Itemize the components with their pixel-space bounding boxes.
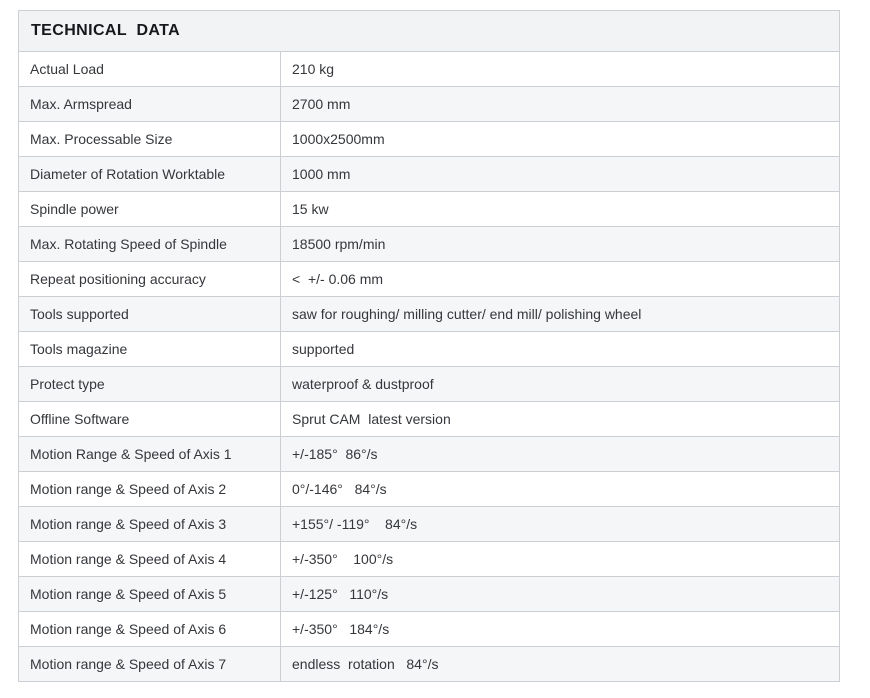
spec-value: 210 kg: [281, 52, 840, 87]
spec-label: Actual Load: [19, 52, 281, 87]
spec-row: [19, 367, 840, 402]
spec-row: [19, 542, 840, 577]
spec-value: +/-125° 110°/s: [281, 577, 840, 612]
spec-label: Offline Software: [19, 402, 281, 437]
spec-row: [19, 332, 840, 367]
spec-value: supported: [281, 332, 840, 367]
spec-row: [19, 227, 840, 262]
technical-data-table: [18, 10, 840, 682]
spec-label: Max. Armspread: [19, 87, 281, 122]
spec-label: Motion range & Speed of Axis 7: [19, 647, 281, 682]
spec-row: [19, 647, 840, 682]
spec-row: [19, 262, 840, 297]
spec-row: [19, 52, 840, 87]
spec-label: Diameter of Rotation Worktable: [19, 157, 281, 192]
spec-label: Motion Range & Speed of Axis 1: [19, 437, 281, 472]
spec-row: [19, 192, 840, 227]
spec-label: Tools magazine: [19, 332, 281, 367]
spec-value: +/-350° 184°/s: [281, 612, 840, 647]
table-title: TECHNICAL DATA: [19, 11, 840, 52]
spec-label: Motion range & Speed of Axis 6: [19, 612, 281, 647]
spec-label: Motion range & Speed of Axis 4: [19, 542, 281, 577]
spec-label: Motion range & Speed of Axis 5: [19, 577, 281, 612]
spec-value: 2700 mm: [281, 87, 840, 122]
spec-value: 1000x2500mm: [281, 122, 840, 157]
spec-value: endless rotation 84°/s: [281, 647, 840, 682]
spec-row: [19, 437, 840, 472]
spec-value: saw for roughing/ milling cutter/ end mill/ polishing wheel: [281, 297, 840, 332]
spec-label: Max. Rotating Speed of Spindle: [19, 227, 281, 262]
spec-value: 1000 mm: [281, 157, 840, 192]
spec-label: Repeat positioning accuracy: [19, 262, 281, 297]
spec-row: [19, 507, 840, 542]
table-header-row: [19, 11, 840, 52]
spec-row: [19, 157, 840, 192]
spec-label: Motion range & Speed of Axis 3: [19, 507, 281, 542]
spec-value: +155°/ -119° 84°/s: [281, 507, 840, 542]
spec-label: Motion range & Speed of Axis 2: [19, 472, 281, 507]
spec-value: 18500 rpm/min: [281, 227, 840, 262]
spec-label: Spindle power: [19, 192, 281, 227]
spec-row: [19, 472, 840, 507]
spec-label: Protect type: [19, 367, 281, 402]
spec-value: < +/- 0.06 mm: [281, 262, 840, 297]
spec-row: [19, 402, 840, 437]
spec-value: +/-185° 86°/s: [281, 437, 840, 472]
spec-value: 15 kw: [281, 192, 840, 227]
spec-row: [19, 577, 840, 612]
spec-label: Tools supported: [19, 297, 281, 332]
spec-row: [19, 87, 840, 122]
spec-row: [19, 297, 840, 332]
spec-label: Max. Processable Size: [19, 122, 281, 157]
spec-value: waterproof & dustproof: [281, 367, 840, 402]
spec-row: [19, 612, 840, 647]
spec-value: 0°/-146° 84°/s: [281, 472, 840, 507]
spec-value: Sprut CAM latest version: [281, 402, 840, 437]
technical-data-section: [18, 10, 840, 682]
spec-value: +/-350° 100°/s: [281, 542, 840, 577]
spec-row: [19, 122, 840, 157]
